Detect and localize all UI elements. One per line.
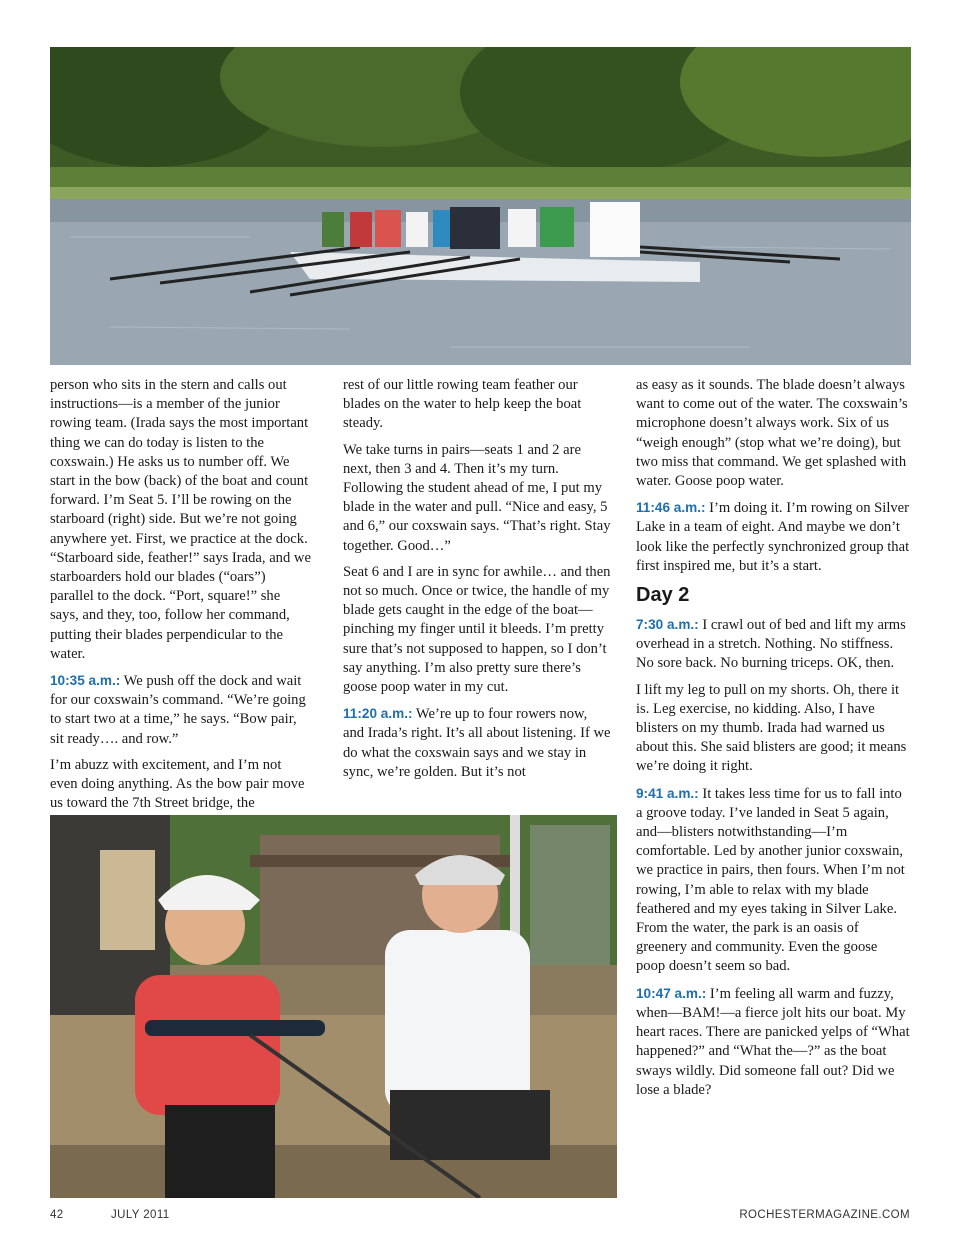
- section-heading: Day 2: [636, 584, 690, 607]
- rowing-machine-illustration: [50, 815, 617, 1198]
- paragraph: [636, 615, 910, 674]
- paragraph: person who sits in the stern and calls out instructions—is a member of the junior rowing team. (Irada says the most important thing we can do today is listen to the coxswain.) He asks us to number off. We start in the bow (back) of the boat and count forward. I’m Seat 5. I’ll be rowing on the starboard (right) side. But we’re not going anywhere yet. First, we practice at the dock. “Starboard side, feather!” says Irada, and we starboarders hold our blades (“oars”) parallel to the dock. “Port, square!” she says, and they, too, follow her command, putting their blades perpendicular to the water.: [50, 377, 311, 662]
- timestamp: 11:46 a.m.:: [636, 500, 706, 516]
- paragraph: [636, 784, 910, 977]
- timestamp: 11:20 a.m.:: [343, 706, 413, 722]
- timestamp: 9:41 a.m.:: [636, 785, 699, 801]
- paragraph: I’m abuzz with excitement, and I’m not even doing anything. As the bow pair move us toward the 7th Street bridge, the: [50, 756, 305, 812]
- timestamp: 10:47 a.m.:: [636, 985, 707, 1001]
- article-column-3: [636, 376, 910, 1107]
- paragraph: as easy as it sounds. The blade doesn’t always want to come out of the water. The coxswain’s microphone doesn’t always work. Six of us “weigh enough” (stop what we’re doing), but two miss that command. We get splashed with water. Goose poop water.: [636, 377, 908, 490]
- paragraph-text: I crawl out of bed and lift my arms overhead in a stretch. Nothing. No stiffness. No sore back. No burning triceps. OK, then.: [636, 617, 906, 672]
- paragraph: rest of our little rowing team feather our blades on the water to help keep the boat steady.: [343, 377, 582, 432]
- bottom-photo: [50, 815, 617, 1198]
- paragraph: Seat 6 and I are in sync for awhile… and then not so much. Once or twice, the handle of my blade gets caught in the edge of the boat—pinching my finger until it bleeds. I’m pretty sure that’s not supposed to happen, so I don’t say anything. I’m also pretty sure there’s goose poop water in my cut.: [343, 563, 611, 696]
- article-column-1: [50, 376, 312, 820]
- article-column-2: [343, 376, 611, 789]
- page-number: 42: [50, 1209, 64, 1221]
- paragraph: [50, 671, 312, 749]
- timestamp: 10:35 a.m.:: [50, 673, 121, 689]
- paragraph-text: I’m doing it. I’m rowing on Silver Lake in a team of eight. And maybe we don’t look like the perfectly synchronized group that first inspired me, but it’s a start.: [636, 500, 910, 574]
- website: ROCHESTERMAGAZINE.COM: [739, 1209, 910, 1221]
- paragraph-text: We’re up to four rowers now, and Irada’s right. It’s all about listening. If we do what the coxswain says and we stay in sync, we’re golden. But it’s not: [343, 706, 611, 780]
- paragraph-text: We push off the dock and wait for our coxswain’s command. “We’re going to start two at a time,” he says. “Bow pair, sit ready…. and row.”: [50, 673, 306, 747]
- paragraph: [636, 984, 910, 1100]
- timestamp: 7:30 a.m.:: [636, 617, 699, 633]
- paragraph: [343, 704, 611, 782]
- paragraph: [636, 498, 910, 576]
- rowing-boat-illustration: [50, 47, 911, 365]
- issue-date: JULY 2011: [111, 1209, 170, 1221]
- paragraph: I lift my leg to pull on my shorts. Oh, there it is. Leg exercise, no kidding. Also, I have blisters on my thumb. Irada had warned us about this. She said blisters are good; it means we’re doing it right.: [636, 681, 907, 775]
- paragraph: We take turns in pairs—seats 1 and 2 are next, then 3 and 4. Then it’s my turn. Following the student ahead of me, I put my blade in the water and pull. “Nice and easy, 5 and 6,” our coxswain says. “That’s right. Stay together. Good…”: [343, 441, 611, 554]
- top-photo: [50, 47, 911, 365]
- paragraph-text: I’m feeling all warm and fuzzy, when—BAM!—a fierce jolt hits our boat. My heart races. There are panicked yelps of “What happened?” and “What the—?” as the boat sways wildly. Did someone fall out? Did we lose a blade?: [636, 985, 910, 1098]
- paragraph-text: It takes less time for us to fall into a groove today. I’ve landed in Seat 5 again, and—blisters notwithstanding—I’m comfortable. Led by another junior coxswain, we practice in pairs, then fours. When I’m not rowing, I’m able to relax with my blade feathered and my eyes taking in Silver Lake. From the water, the park is an oasis of greenery and community. Even the goose poop doesn’t seem so bad.: [636, 785, 905, 975]
